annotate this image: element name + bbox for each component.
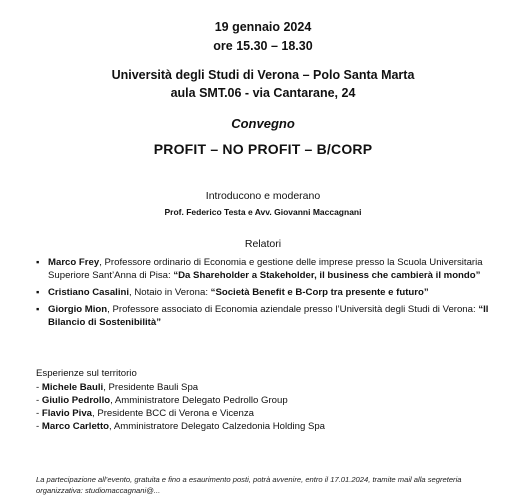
speaker-name: Cristiano Casalini xyxy=(48,287,130,298)
venue-line-2: aula SMT.06 - via Cantarane, 24 xyxy=(170,86,356,100)
registration-note-line-1: La partecipazione all’evento, gratuita e fino a esaurimento posti, potrà avvenire, entro il 17.01.2024, tramite mail alla segreteria xyxy=(36,475,462,484)
experience-name: Marco Carletto xyxy=(41,421,110,432)
experience-role: , Presidente Bauli Spa xyxy=(103,382,199,393)
bullet-icon: ▪ xyxy=(36,257,40,268)
experience-item xyxy=(36,381,506,394)
experiences-list xyxy=(36,381,506,433)
speakers-heading: Relatori xyxy=(244,238,282,250)
moderators-names: Prof. Federico Testa e Avv. Giovanni Maccagnani xyxy=(164,207,362,217)
speaker-name: Giorgio Mion xyxy=(48,304,108,315)
speakers-list xyxy=(36,256,506,333)
dash-marker: - xyxy=(36,395,42,406)
speaker-talk-title: “Da Shareholder a Stakeholder, il business che cambierà il mondo” xyxy=(173,270,481,281)
event-type: Convegno xyxy=(231,116,295,131)
speaker-item xyxy=(36,303,506,329)
speaker-role: , Notaio in Verona: xyxy=(129,287,211,298)
event-time: ore 15.30 – 18.30 xyxy=(213,39,313,53)
registration-note-line-2: organizzativa: studiomaccagnani@... xyxy=(36,485,161,495)
speaker-item xyxy=(36,256,506,282)
speaker-role: , Professore associato di Economia aziendale presso l’Università degli Studi di Verona: xyxy=(107,304,479,315)
experience-name: Giulio Pedrollo xyxy=(41,395,111,406)
speaker-name: Marco Frey xyxy=(48,257,100,268)
bullet-icon: ▪ xyxy=(36,287,40,298)
venue-line-1: Università degli Studi di Verona – Polo Santa Marta xyxy=(111,68,415,82)
experience-item xyxy=(36,420,506,433)
dash-marker: - xyxy=(36,382,42,393)
dash-marker: - xyxy=(36,408,42,419)
speaker-role: , Professore ordinario di Economia e gestione delle imprese presso la Scuola Universitaria Superiore Sant’Anna di Pisa: xyxy=(48,257,483,281)
speaker-item xyxy=(36,286,506,299)
experience-role: , Amministratore Delegato Pedrollo Group xyxy=(110,395,288,406)
event-title: PROFIT – NO PROFIT – B/CORP xyxy=(153,141,373,157)
experience-name: Flavio Piva xyxy=(41,408,92,419)
experiences-heading: Esperienze sul territorio xyxy=(36,368,137,379)
bullet-icon: ▪ xyxy=(36,304,40,315)
experience-name: Michele Bauli xyxy=(41,382,104,393)
speaker-talk-title: “Società Benefit e B-Corp tra presente e futuro” xyxy=(210,287,429,298)
experience-item xyxy=(36,394,506,407)
experience-role: , Presidente BCC di Verona e Vicenza xyxy=(92,408,254,419)
registration-note xyxy=(36,475,516,496)
dash-marker: - xyxy=(36,421,42,432)
speaker-talk-title: “Il Bilancio di Sostenibilità” xyxy=(48,304,489,328)
moderation-label: Introducono e moderano xyxy=(205,190,321,202)
experience-role: , Amministratore Delegato Calzedonia Holding Spa xyxy=(109,421,326,432)
event-date: 19 gennaio 2024 xyxy=(214,20,312,34)
experience-item xyxy=(36,407,506,420)
